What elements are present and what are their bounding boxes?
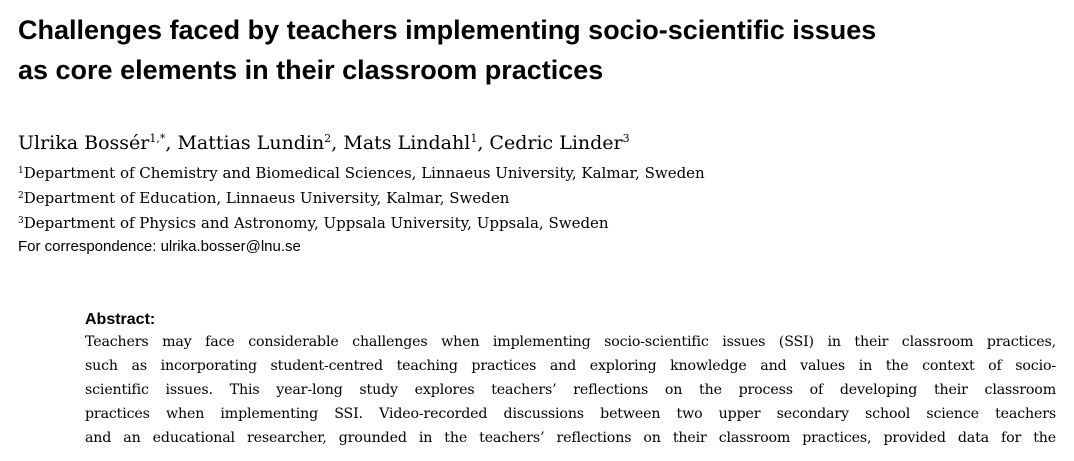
author-name: Mats Lindahl [343, 132, 471, 154]
affiliation [18, 212, 609, 234]
author-affiliation-marker: 3 [622, 132, 630, 145]
author-name: Cedric Linder [489, 132, 623, 154]
abstract-heading: Abstract: [85, 311, 156, 328]
author-name: Ulrika Bossér [18, 132, 150, 154]
author-affiliation-marker: 2 [324, 132, 332, 145]
affiliation [18, 187, 509, 209]
affiliation-text: Department of Chemistry and Biomedical Sciences, Linnaeus University, Kalmar, Sweden [23, 164, 705, 182]
title-line-2: as core elements in their classroom practices [18, 55, 604, 85]
abstract-line: and an educational researcher, grounded in the teachers’ reflections on their classroom practices, provided data for the [85, 430, 1056, 446]
author-list [18, 130, 630, 156]
affiliation [18, 162, 705, 184]
author-affiliation-marker: 1,* [149, 132, 166, 145]
title-line-1: Challenges faced by teachers implementing socio-scientific issues [18, 15, 877, 45]
correspondence-line: For correspondence: ulrika.bosser@lnu.se [18, 238, 301, 255]
affiliation-marker: 1 [18, 166, 24, 176]
author-separator: , [477, 132, 490, 154]
affiliation-text: Department of Education, Linnaeus University, Kalmar, Sweden [23, 189, 510, 207]
abstract-line: practices when implementing SSI. Video-recorded discussions between two upper secondary school science teachers [85, 406, 1056, 422]
abstract-line: scientific issues. This year-long study explores teachers’ reflections on the process of developing their classroom [85, 382, 1056, 398]
author-separator: , [331, 132, 344, 154]
affiliation-text: Department of Physics and Astronomy, Uppsala University, Uppsala, Sweden [23, 214, 609, 232]
author-separator: , [165, 132, 178, 154]
paper-title [18, 10, 1058, 90]
affiliation-marker: 3 [18, 216, 24, 226]
abstract-line: such as incorporating student-centred teaching practices and exploring knowledge and values in the context of socio- [85, 358, 1056, 374]
author-name: Mattias Lundin [177, 132, 325, 154]
abstract-body [85, 330, 1056, 450]
abstract-line: Teachers may face considerable challenges when implementing socio-scientific issues (SSI) in their classroom practices, [85, 334, 1056, 350]
author-affiliation-marker: 1 [470, 132, 478, 145]
affiliation-marker: 2 [18, 191, 24, 201]
